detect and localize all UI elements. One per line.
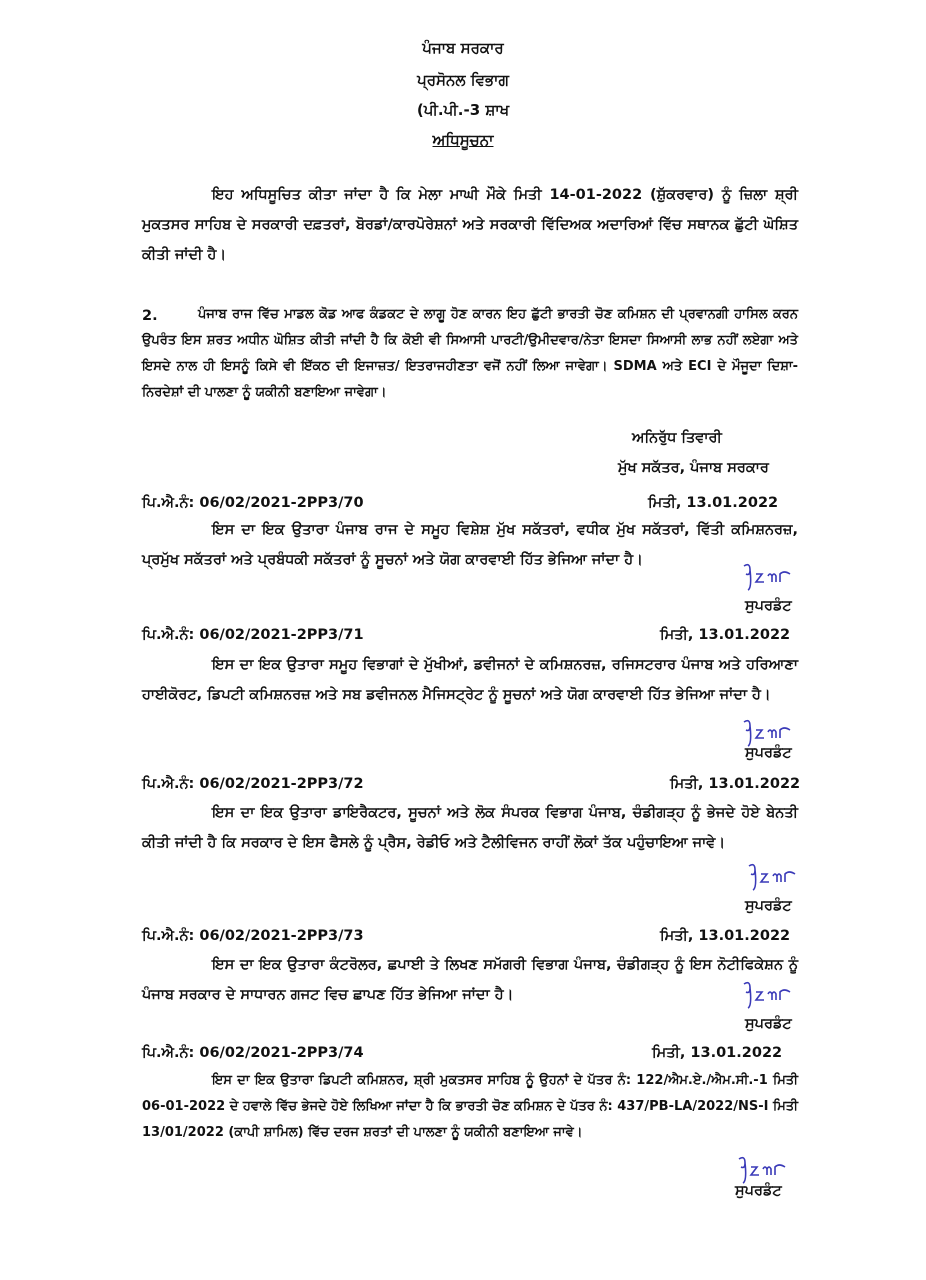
endorsement-4-ref: ਪਿ.ਐ.ਨੰ: 06/02/2021-2PP3/73 <box>142 928 364 944</box>
endorsement-3-signer: ਸੁਪਰਡੰਟ <box>745 898 792 914</box>
superintendent-signature-3 <box>745 862 809 892</box>
superintendent-signature-4 <box>740 980 804 1010</box>
signatory-title: ਮੁੱਖ ਸਕੱਤਰ, ਪੰਜਾਬ ਸਰਕਾਰ <box>618 460 769 476</box>
endorsement-5-signer: ਸੁਪਰਡੰਟ <box>735 1183 782 1199</box>
endorsement-1-signer: ਸੁਪਰਡੰਟ <box>745 598 792 614</box>
superintendent-signature-5 <box>735 1155 799 1185</box>
paragraph-2-number: 2. <box>142 308 158 324</box>
endorsement-3-ref: ਪਿ.ਐ.ਨੰ: 06/02/2021-2PP3/72 <box>142 776 364 792</box>
endorsement-5-ref: ਪਿ.ਐ.ਨੰ: 06/02/2021-2PP3/74 <box>142 1045 364 1061</box>
notification-paragraph-1: ਇਹ ਅਧਿਸੂਚਿਤ ਕੀਤਾ ਜਾਂਦਾ ਹੈ ਕਿ ਮੇਲਾ ਮਾਘੀ ਮੌਕੇ ਮਿਤੀ 14-01-2022 (ਸ਼ੁੱਕਰਵਾਰ) ਨੂੰ ਜ਼ਿਲਾ ਸ਼੍ਰੀ ਮੁਕਤਸਰ ਸਾਹਿਬ ਦੇ ਸਰਕਾਰੀ ਦਫ਼ਤਰਾਂ, ਬੋਰਡਾਂ/ਕਾਰਪੋਰੇਸ਼ਨਾਂ ਅਤੇ ਸਰਕਾਰੀ ਵਿੱਦਿਅਕ ਅਦਾਰਿਆਂ ਵਿੱਚ ਸਥਾਨਕ ਛੁੱਟੀ ਘੋਸ਼ਿਤ ਕੀਤੀ ਜਾਂਦੀ ਹੈ। <box>142 187 798 263</box>
endorsement-2-date: ਮਿਤੀ, 13.01.2022 <box>660 627 791 643</box>
notification-paragraph-2: ਪੰਜਾਬ ਰਾਜ ਵਿੱਚ ਮਾਡਲ ਕੋਡ ਆਫ ਕੰਡਕਟ ਦੇ ਲਾਗੂ ਹੋਣ ਕਾਰਨ ਇਹ ਛੁੱਟੀ ਭਾਰਤੀ ਚੋਣ ਕਮਿਸ਼ਨ ਦੀ ਪ੍ਰਵਾਨਗੀ ਹਾਸਿਲ ਕਰਨ ਉਪਰੰਤ ਇਸ ਸ਼ਰਤ ਅਧੀਨ ਘੋਸ਼ਿਤ ਕੀਤੀ ਜਾਂਦੀ ਹੈ ਕਿ ਕੋਈ ਵੀ ਸਿਆਸੀ ਪਾਰਟੀ/ਉਮੀਦਵਾਰ/ਨੇਤਾ ਇਸਦਾ ਸਿਆਸੀ ਲਾਭ ਨਹੀਂ ਲਏਗਾ ਅਤੇ ਇਸਦੇ ਨਾਲ ਹੀ ਇਸਨੂੰ ਕਿਸੇ ਵੀ ਇੱਕਠ ਦੀ ਇਜਾਜ਼ਤ/ ਇਤਰਾਜਹੀਣਤਾ ਵਜੋਂ ਨਹੀਂ ਲਿਆ ਜਾਵੇਗਾ। SDMA ਅਤੇ ECI ਦੇ ਮੌਜੂਦਾ ਦਿਸ਼ਾ-ਨਿਰਦੇਸ਼ਾਂ ਦੀ ਪਾਲਣਾ ਨੂੰ ਯਕੀਨੀ ਬਣਾਇਆ ਜਾਵੇਗਾ। <box>142 307 798 400</box>
endorsement-5-date: ਮਿਤੀ, 13.01.2022 <box>652 1045 783 1061</box>
endorsement-2-signer: ਸੁਪਰਡੰਟ <box>745 745 792 761</box>
endorsement-1-ref: ਪਿ.ਐ.ਨੰ: 06/02/2021-2PP3/70 <box>142 495 364 511</box>
endorsement-5-text: ਇਸ ਦਾ ਇਕ ਉਤਾਰਾ ਡਿਪਟੀ ਕਮਿਸ਼ਨਰ, ਸ਼੍ਰੀ ਮੁਕਤਸਰ ਸਾਹਿਬ ਨੂੰ ਉਹਨਾਂ ਦੇ ਪੱਤਰ ਨੰ: 122/ਐਮ.ਏ./ਐਮ.ਸੀ.-1 ਮਿਤੀ 06-01-2022 ਦੇ ਹਵਾਲੇ ਵਿੱਚ ਭੇਜਦੇ ਹੋਏ ਲਿਖਿਆ ਜਾਂਦਾ ਹੈ ਕਿ ਭਾਰਤੀ ਚੋਣ ਕਮਿਸ਼ਨ ਦੇ ਪੱਤਰ ਨੰ: 437/PB-LA/2022/NS-I ਮਿਤੀ 13/01/2022 (ਕਾਪੀ ਸ਼ਾਮਿਲ) ਵਿੱਚ ਦਰਜ ਸ਼ਰਤਾਂ ਦੀ ਪਾਲਣਾ ਨੂੰ ਯਕੀਨੀ ਬਣਾਇਆ ਜਾਵੇ। <box>142 1073 798 1140</box>
signatory-name: ਅਨਿਰੁੱਧ ਤਿਵਾਰੀ <box>632 430 722 446</box>
endorsement-4-signer: ਸੁਪਰਡੰਟ <box>745 1016 792 1032</box>
endorsement-1-text: ਇਸ ਦਾ ਇਕ ਉਤਾਰਾ ਪੰਜਾਬ ਰਾਜ ਦੇ ਸਮੂਹ ਵਿਸ਼ੇਸ਼ ਮੁੱਖ ਸਕੱਤਰਾਂ, ਵਧੀਕ ਮੁੱਖ ਸਕੱਤਰਾਂ, ਵਿੱਤੀ ਕਮਿਸ਼ਨਰਜ਼, ਪ੍ਰਮੁੱਖ ਸਕੱਤਰਾਂ ਅਤੇ ਪ੍ਰਬੰਧਕੀ ਸਕੱਤਰਾਂ ਨੂੰ ਸੂਚਨਾਂ ਅਤੇ ਯੋਗ ਕਾਰਵਾਈ ਹਿੱਤ ਭੇਜਿਆ ਜਾਂਦਾ ਹੈ। <box>142 522 798 568</box>
notification-title: ਅਧਿਸੂਚਨਾ <box>432 131 494 149</box>
government-heading: ਪੰਜਾਬ ਸਰਕਾਰ <box>422 39 504 57</box>
endorsement-1-date: ਮਿਤੀ, 13.01.2022 <box>648 495 779 511</box>
superintendent-signature-2 <box>740 718 804 748</box>
endorsement-3-date: ਮਿਤੀ, 13.01.2022 <box>670 776 801 792</box>
superintendent-signature-1 <box>740 562 804 592</box>
endorsement-2-ref: ਪਿ.ਐ.ਨੰ: 06/02/2021-2PP3/71 <box>142 627 364 643</box>
endorsement-4-date: ਮਿਤੀ, 13.01.2022 <box>660 928 791 944</box>
endorsement-2-text: ਇਸ ਦਾ ਇਕ ਉਤਾਰਾ ਸਮੂਹ ਵਿਭਾਗਾਂ ਦੇ ਮੁੱਖੀਆਂ, ਡਵੀਜਨਾਂ ਦੇ ਕਮਿਸ਼ਨਰਜ਼, ਰਜਿਸਟਰਾਰ ਪੰਜਾਬ ਅਤੇ ਹਰਿਆਣਾ ਹਾਈਕੋਰਟ, ਡਿਪਟੀ ਕਮਿਸ਼ਨਰਜ਼ ਅਤੇ ਸਬ ਡਵੀਜਨਲ ਮੈਜਿਸਟ੍ਰੇਟ ਨੂੰ ਸੂਚਨਾਂ ਅਤੇ ਯੋਗ ਕਾਰਵਾਈ ਹਿੱਤ ਭੇਜਿਆ ਜਾਂਦਾ ਹੈ। <box>142 657 798 703</box>
department-heading: ਪ੍ਰਸੋਨਲ ਵਿਭਾਗ <box>417 71 509 89</box>
branch-heading: (ਪੀ.ਪੀ.-3 ਸ਼ਾਖ <box>416 101 510 119</box>
endorsement-4-text: ਇਸ ਦਾ ਇਕ ਉਤਾਰਾ ਕੰਟਰੋਲਰ, ਛਪਾਈ ਤੇ ਲਿਖਣ ਸਮੱਗਰੀ ਵਿਭਾਗ ਪੰਜਾਬ, ਚੰਡੀਗੜ੍ਹ ਨੂੰ ਇਸ ਨੋਟੀਫਿਕੇਸ਼ਨ ਨੂੰ ਪੰਜਾਬ ਸਰਕਾਰ ਦੇ ਸਾਧਾਰਨ ਗਜਟ ਵਿਚ ਛਾਪਣ ਹਿੱਤ ਭੇਜਿਆ ਜਾਂਦਾ ਹੈ। <box>142 957 798 1003</box>
endorsement-3-text: ਇਸ ਦਾ ਇਕ ਉਤਾਰਾ ਡਾਇਰੈਕਟਰ, ਸੂਚਨਾਂ ਅਤੇ ਲੋਕ ਸੰਪਰਕ ਵਿਭਾਗ ਪੰਜਾਬ, ਚੰਡੀਗੜ੍ਹ ਨੂੰ ਭੇਜਦੇ ਹੋਏ ਬੇਨਤੀ ਕੀਤੀ ਜਾਂਦੀ ਹੈ ਕਿ ਸਰਕਾਰ ਦੇ ਇਸ ਫੈਸਲੇ ਨੂੰ ਪ੍ਰੈਸ, ਰੇਡੀਓ ਅਤੇ ਟੈਲੀਵਿਜਨ ਰਾਹੀਂ ਲੋਕਾਂ ਤੱਕ ਪਹੁੰਚਾਇਆ ਜਾਵੇ। <box>142 805 798 851</box>
